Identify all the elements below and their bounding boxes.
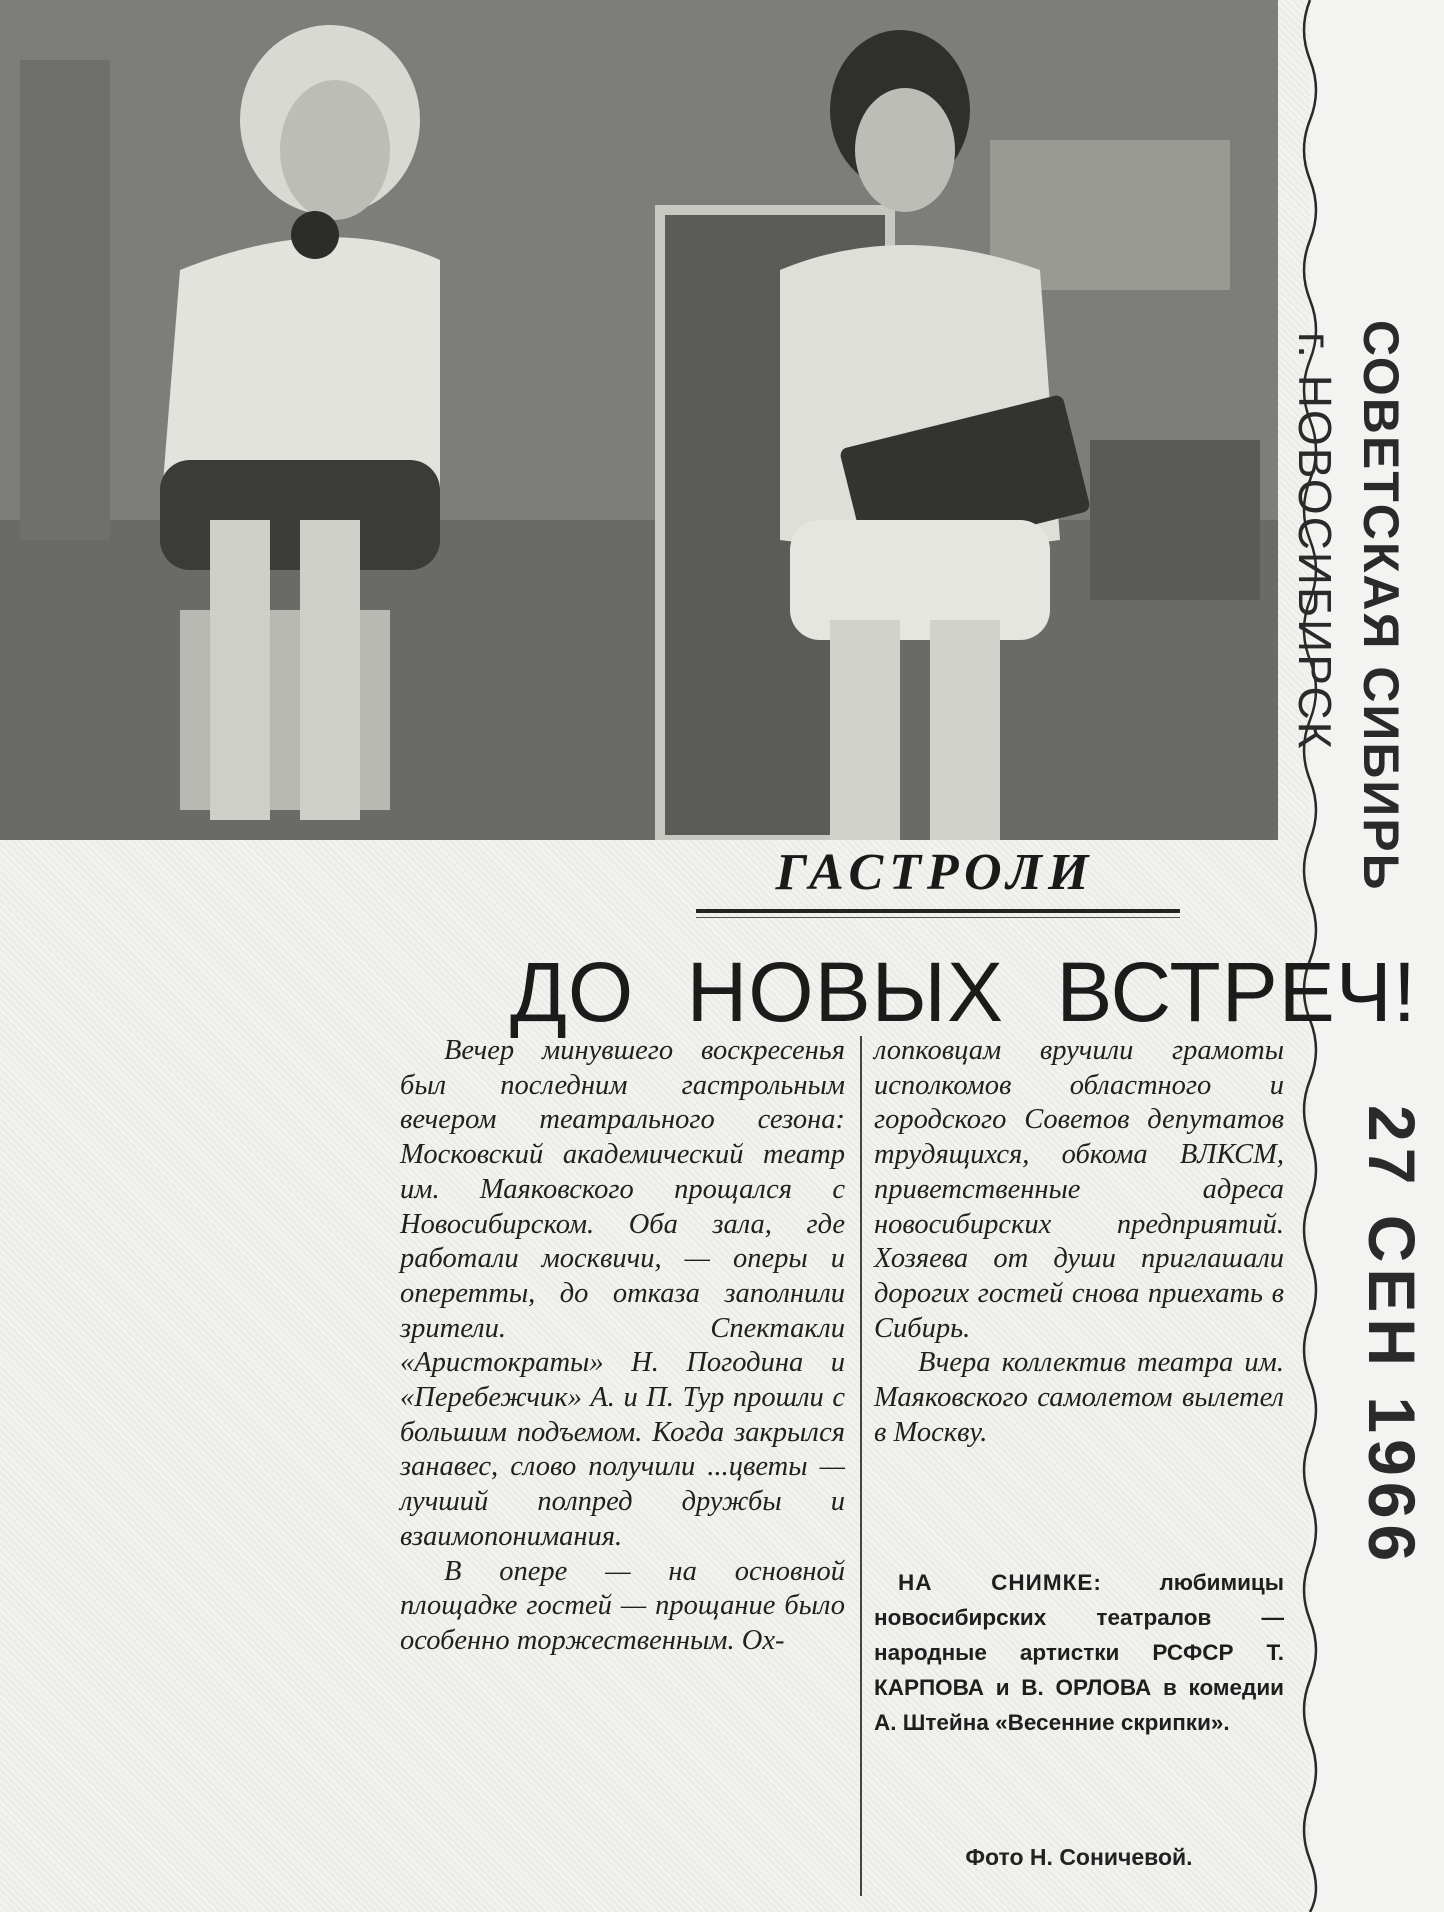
paragraph: В опере — на основной площадке гостей — прощание было особенно торжественным. Ох- xyxy=(400,1555,845,1656)
stamp-city: г. НОВОСИБИРСК xyxy=(1289,332,1341,751)
stage-photo-illustration xyxy=(0,0,1278,840)
photo-credit: Фото Н. Соничевой. xyxy=(965,1844,1193,1870)
paragraph: лопковцам вручили грамоты исполкомов областного и городского Советов депутатов трудящихся, обкома ВЛКСМ, приветственные адреса новосибирских предприятий. Хозяева от души приглашали дорогих гостей снова приехать в Сибирь. xyxy=(874,1035,1284,1344)
photo-caption xyxy=(874,1565,1284,1740)
paragraph: Вечер минувшего воскресенья был последним гастрольным вечером театрального сезона: Московский академический театр им. Маяковского прощался с Новосибирском. Оба зала, где работали москвичи, — оперы и оперетты, до отказа заполнили зрители. Спектакли «Аристократы» Н. Погодина и «Перебежчик» А. и П. Тур прошли с большим подъемом. Когда закрылся занавес, слово получили ...цветы — лучший полпред дружбы и взаимопонимания. xyxy=(400,1035,845,1552)
rubric-heading: ГАСТРОЛИ xyxy=(775,844,1095,901)
rubric-rule-thin xyxy=(696,917,1180,918)
stamp-newspaper-name: СОВЕТСКАЯ СИБИРЬ xyxy=(1353,320,1409,892)
stamp-date: 27 СЕН 1966 xyxy=(1355,1105,1429,1568)
article-column-1 xyxy=(400,1034,845,1904)
paragraph: Вчера коллектив театра им. Маяковского самолетом вылетел в Москву. xyxy=(874,1347,1284,1448)
caption-lead: НА СНИМКЕ: xyxy=(898,1570,1102,1595)
stage-photo xyxy=(0,0,1278,840)
article-headline: ДО НОВЫХ ВСТРЕЧ! xyxy=(510,945,1418,1039)
rubric-rule xyxy=(696,909,1180,913)
column-divider xyxy=(860,1036,862,1896)
caption-text: любимицы новосибирских театралов — народные артистки РСФСР Т. КАРПОВА и В. ОРЛОВА в комедии А. Штейна «Весенние скрипки». xyxy=(874,1570,1284,1735)
article-column-2 xyxy=(874,1034,1284,1554)
